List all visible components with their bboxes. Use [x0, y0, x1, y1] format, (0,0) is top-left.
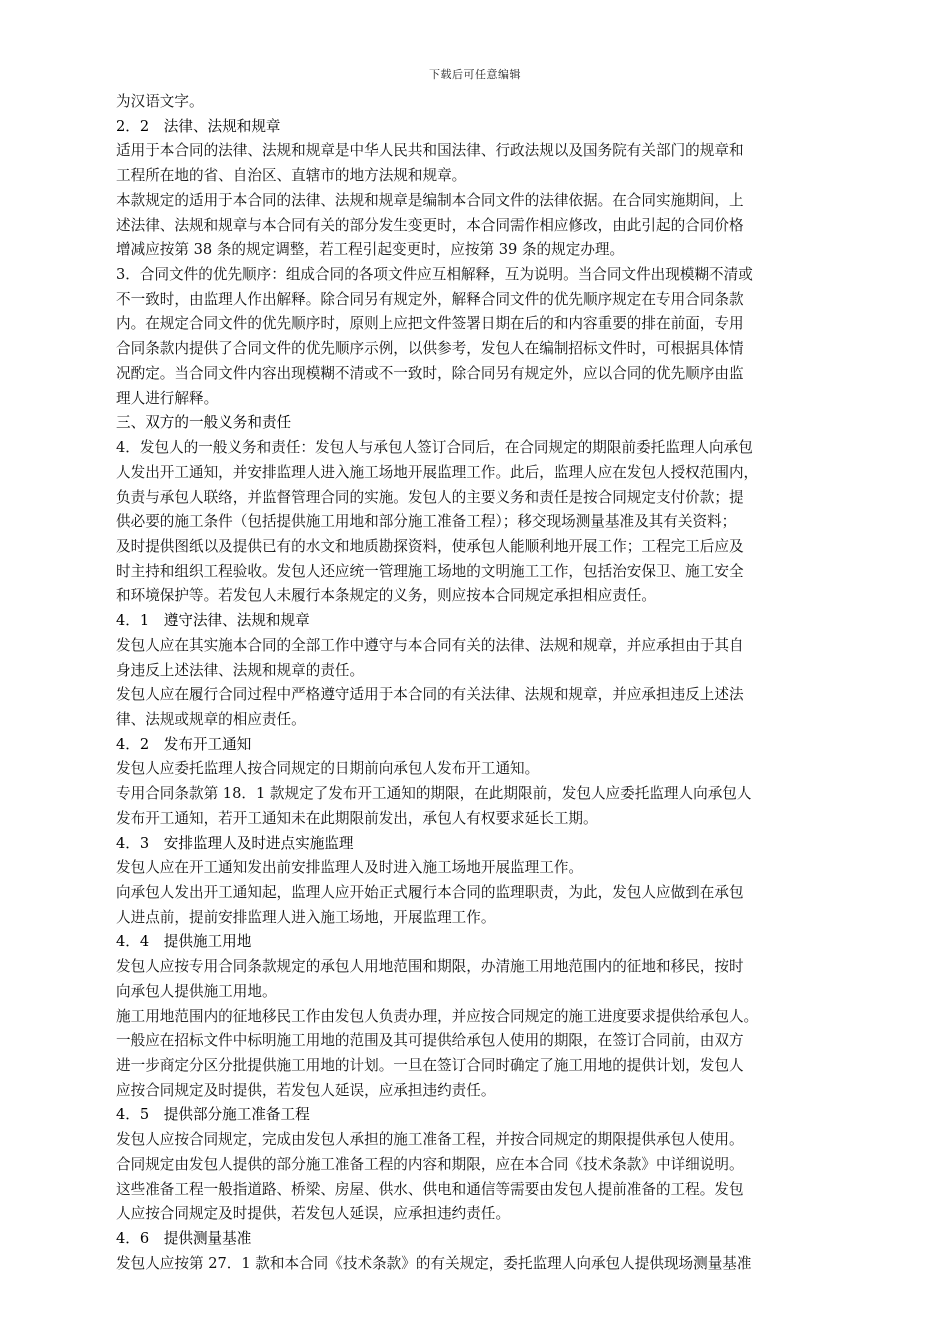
text-line: 人进点前，提前安排监理人进入施工场地，开展监理工作。	[116, 908, 496, 926]
text-line: 合同条款内提供了合同文件的优先顺序示例，以供参考，发包人在编制招标文件时，可根据具体情	[116, 340, 744, 358]
text-line: 为汉语文字。	[116, 93, 204, 110]
text-line: 理人进行解释。	[116, 389, 219, 407]
section-heading: 4．4 提供施工用地	[116, 933, 252, 951]
text-line: 3．合同文件的优先顺序：组成合同的各项文件应互相解释，互为说明。当合同文件出现模糊不清或	[116, 266, 753, 284]
section-heading: 4．1 遵守法律、法规和规章	[116, 612, 310, 630]
text-line: 进一步商定分区分批提供施工用地的计划。一旦在签订合同时确定了施工用地的提供计划，发包人	[116, 1057, 744, 1075]
text-line: 述法律、法规和规章与本合同有关的部分发生变更时，本合同需作相应修改，由此引起的合同价格	[116, 216, 744, 234]
text-line: 适用于本合同的法律、法规和规章是中华人民共和国法律、行政法规以及国务院有关部门的规章和	[116, 142, 744, 160]
text-line: 专用合同条款第 18．1 款规定了发布开工通知的期限，在此期限前，发包人应委托监理人向承包人	[116, 785, 752, 803]
text-line: 身违反上述法律、法规和规章的责任。	[116, 661, 365, 679]
section-heading: 4．5 提供部分施工准备工程	[116, 1106, 310, 1124]
section-heading: 4．2 发布开工通知	[116, 735, 252, 753]
text-line: 向承包人发出开工通知起，监理人应开始正式履行本合同的监理职责，为此，发包人应做到在承包	[116, 884, 744, 901]
text-line: 发包人应在其实施本合同的全部工作中遵守与本合同有关的法律、法规和规章，并应承担由于其自	[116, 636, 744, 654]
text-line: 内。在规定合同文件的优先顺序时，原则上应把文件签署日期在后的和内容重要的排在前面，专用	[116, 315, 744, 333]
section-heading: 4．3 安排监理人及时进点实施监理	[116, 834, 354, 852]
text-line: 增减应按第 38 条的规定调整，若工程引起变更时，应按第 39 条的规定办理。	[116, 241, 625, 259]
text-line: 发包人应在履行合同过程中严格遵守适用于本合同的有关法律、法规和规章，并应承担违反上述法	[116, 686, 744, 704]
text-line: 应按合同规定及时提供，若发包人延误，应承担违约责任。	[116, 1081, 496, 1099]
text-line: 施工用地范围内的征地移民工作由发包人负责办理，并应按合同规定的施工进度要求提供给承包人。	[116, 1007, 759, 1025]
text-line: 合同规定由发包人提供的部分施工准备工程的内容和期限，应在本合同《技术条款》中详细说明。	[116, 1155, 744, 1173]
text-line: 及时提供图纸以及提供已有的水文和地质勘探资料，使承包人能顺利地开展工作；工程完工后应及	[116, 537, 744, 555]
page-header-note: 下载后可任意编辑	[429, 68, 521, 81]
text-line: 发包人应按合同规定，完成由发包人承担的施工准备工程，并按合同规定的期限提供承包人使用。	[116, 1131, 744, 1149]
text-line: 和环境保护等。若发包人未履行本条规定的义务，则应按本合同规定承担相应责任。	[116, 587, 656, 605]
text-line: 发包人应在开工通知发出前安排监理人及时进入施工场地开展监理工作。	[116, 859, 584, 877]
text-line: 发包人应委托监理人按合同规定的日期前向承包人发布开工通知。	[116, 760, 540, 778]
text-line: 况酌定。当合同文件内容出现模糊不清或不一致时，除合同另有规定外，应以合同的优先顺序由监	[116, 364, 744, 382]
text-line: 负责与承包人联络，并监督管理合同的实施。发包人的主要义务和责任是按合同规定支付价款；提	[116, 488, 744, 506]
text-line: 时主持和组织工程验收。发包人还应统一管理施工场地的文明施工工作，包括治安保卫、施工安全	[116, 562, 744, 580]
text-line: 人应按合同规定及时提供，若发包人延误，应承担违约责任。	[116, 1205, 511, 1223]
text-line: 律、法规或规章的相应责任。	[116, 710, 306, 728]
text-line: 发包人应按专用合同条款规定的承包人用地范围和期限，办清施工用地范围内的征地和移民，按时	[116, 958, 744, 976]
document-body	[116, 90, 850, 1277]
text-line: 向承包人提供施工用地。	[116, 982, 277, 1000]
text-line: 发布开工通知，若开工通知未在此期限前发出，承包人有权要求延长工期。	[116, 809, 598, 827]
text-line: 工程所在地的省、自治区、直辖市的地方法规和规章。	[116, 167, 467, 185]
text-line: 本款规定的适用于本合同的法律、法规和规章是编制本合同文件的法律依据。在合同实施期间，上	[116, 191, 744, 209]
text-line: 4．发包人的一般义务和责任：发包人与承包人签订合同后，在合同规定的期限前委托监理人向承包	[116, 439, 753, 457]
section-heading: 2．2 法律、法规和规章	[116, 117, 281, 135]
section-heading: 三、双方的一般义务和责任	[116, 414, 292, 432]
text-line: 发包人应按第 27．1 款和本合同《技术条款》的有关规定，委托监理人向承包人提供现场测量基准	[116, 1254, 752, 1272]
text-line: 一般应在招标文件中标明施工用地的范围及其可提供给承包人使用的期限，在签订合同前，由双方	[116, 1032, 744, 1050]
text-line: 人发出开工通知，并安排监理人进入施工场地开展监理工作。此后，监理人应在发包人授权范围内，	[116, 463, 759, 481]
text-line: 不一致时，由监理人作出解释。除合同另有规定外，解释合同文件的优先顺序规定在专用合同条款	[116, 290, 744, 308]
text-line: 供必要的施工条件（包括提供施工用地和部分施工准备工程）；移交现场测量基准及其有关资料；	[116, 513, 737, 531]
text-line: 这些准备工程一般指道路、桥梁、房屋、供水、供电和通信等需要由发包人提前准备的工程。发包	[116, 1180, 744, 1198]
section-heading: 4．6 提供测量基准	[116, 1230, 252, 1248]
